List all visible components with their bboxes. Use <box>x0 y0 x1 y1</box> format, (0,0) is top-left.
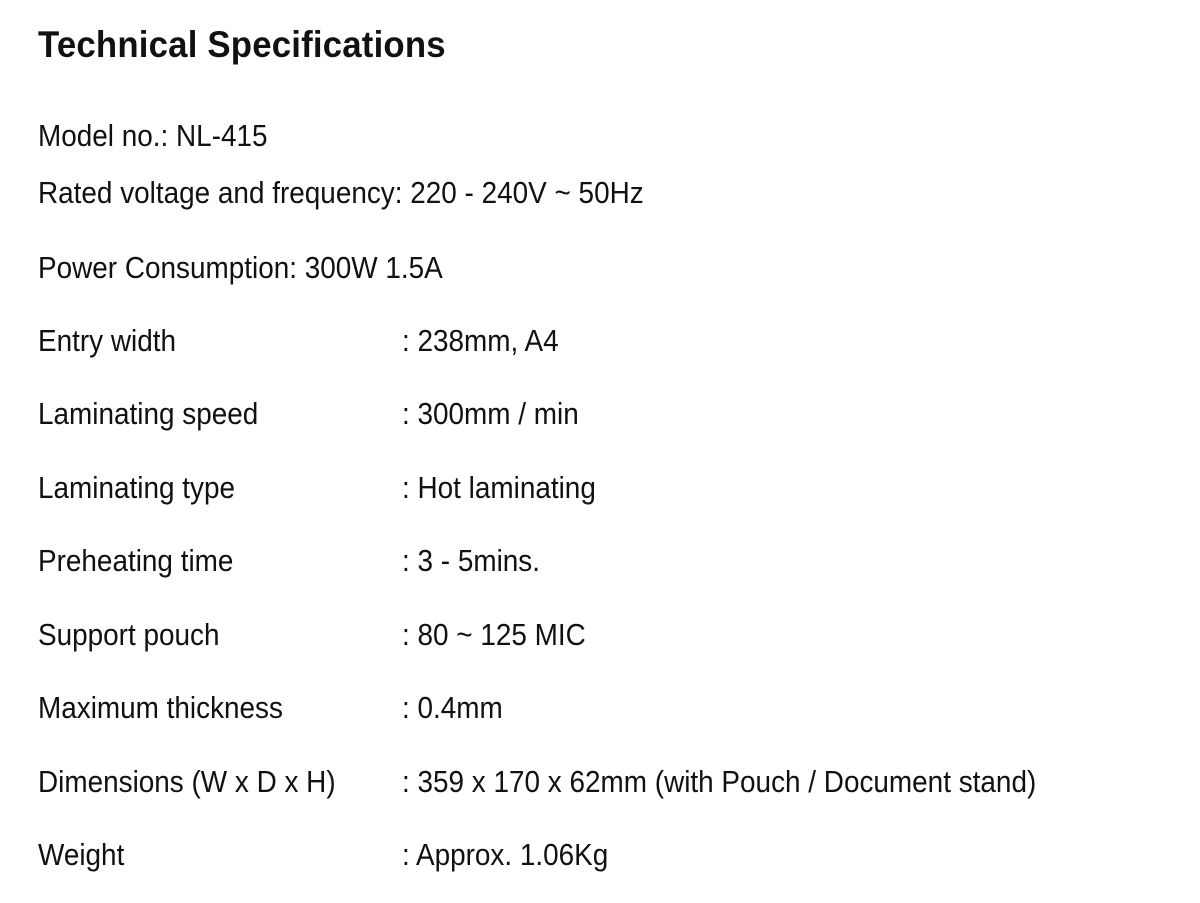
spec-value: : 80 ~ 125 MIC <box>402 617 586 652</box>
spec-row-dimensions <box>38 764 1178 804</box>
spec-value: : 238mm, A4 <box>402 323 559 358</box>
model-number: Model no.: NL-415 <box>38 118 268 153</box>
spec-row-laminating-speed <box>38 396 1178 436</box>
spec-row-maximum-thickness <box>38 690 1178 730</box>
spec-value: : 300mm / min <box>402 396 579 431</box>
spec-label: Weight <box>38 837 125 872</box>
spec-value: : 359 x 170 x 62mm (with Pouch / Document stand) <box>402 764 1037 799</box>
spec-label: Support pouch <box>38 617 220 652</box>
spec-row-weight <box>38 837 1178 877</box>
spec-row-laminating-type <box>38 470 1178 510</box>
spec-label: Preheating time <box>38 543 234 578</box>
spec-label: Dimensions (W x D x H) <box>38 764 336 799</box>
spec-sheet <box>38 0 1178 903</box>
spec-label: Maximum thickness <box>38 690 283 725</box>
spec-value: : Approx. 1.06Kg <box>402 837 609 872</box>
spec-value: : Hot laminating <box>402 470 596 505</box>
spec-row-support-pouch <box>38 617 1178 657</box>
spec-value: : 3 - 5mins. <box>402 543 540 578</box>
spec-label: Laminating speed <box>38 396 259 431</box>
page-title: Technical Specifications <box>38 24 446 65</box>
power-consumption: Power Consumption: 300W 1.5A <box>38 250 443 285</box>
spec-label: Laminating type <box>38 470 235 505</box>
spec-row-entry-width <box>38 323 1178 363</box>
rated-voltage: Rated voltage and frequency: 220 - 240V ~ 50Hz <box>38 175 644 210</box>
spec-label: Entry width <box>38 323 177 358</box>
spec-row-preheating-time <box>38 543 1178 583</box>
spec-value: : 0.4mm <box>402 690 503 725</box>
